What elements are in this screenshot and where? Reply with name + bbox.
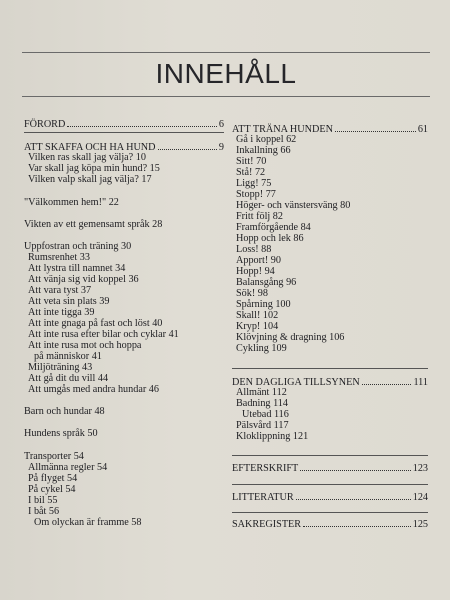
page-title: INNEHÅLL bbox=[155, 58, 297, 89]
toc-entry: Att inte rusa efter bilar och cyklar 41 bbox=[28, 329, 179, 340]
toc-heading-label: ATT TRÄNA HUNDEN bbox=[232, 124, 333, 135]
toc-heading-label: EFTERSKRIFT bbox=[232, 463, 299, 474]
toc-entry: Kryp! 104 bbox=[236, 321, 279, 332]
section-rule bbox=[232, 455, 428, 456]
toc-section-heading bbox=[232, 491, 428, 504]
toc-section-heading bbox=[232, 462, 428, 475]
toc-entry: Hopp! 94 bbox=[236, 266, 275, 277]
dot-leader bbox=[67, 118, 217, 127]
toc-entry: Utebad 116 bbox=[242, 409, 289, 420]
toc-heading-label: LITTERATUR bbox=[232, 492, 294, 503]
toc-entry: på människor 41 bbox=[34, 351, 102, 362]
title-block bbox=[22, 52, 430, 98]
dot-leader bbox=[303, 518, 411, 527]
dot-leader bbox=[362, 376, 412, 385]
dot-leader bbox=[296, 491, 411, 500]
toc-entry: Pälsvård 117 bbox=[236, 420, 289, 431]
toc-entry: Att umgås med andra hundar 46 bbox=[28, 384, 159, 395]
toc-entry: Vilken valp skall jag välja? 17 bbox=[28, 174, 152, 185]
toc-entry: I båt 56 bbox=[28, 506, 60, 517]
toc-entry: Att veta sin plats 39 bbox=[28, 296, 110, 307]
toc-entry: Stå! 72 bbox=[236, 167, 266, 178]
toc-entry: Att vänja sig vid koppel 36 bbox=[28, 274, 139, 285]
toc-entry: Hopp och lek 86 bbox=[236, 233, 304, 244]
toc-entry: Vilken ras skall jag välja? 10 bbox=[28, 152, 146, 163]
toc-entry: Spårning 100 bbox=[236, 299, 291, 310]
title-rule-bottom bbox=[22, 96, 430, 97]
toc-entry: Höger- och vänstersväng 80 bbox=[236, 200, 351, 211]
toc-page-number: 111 bbox=[413, 377, 428, 388]
toc-entry: Var skall jag köpa min hund? 15 bbox=[28, 163, 160, 174]
toc-heading-label: SAKREGISTER bbox=[232, 519, 302, 530]
toc-entry: Klövjning & dragning 106 bbox=[236, 332, 345, 343]
toc-entry: Framförgående 84 bbox=[236, 222, 311, 233]
toc-entry: Sök! 98 bbox=[236, 288, 268, 299]
toc-entry: Att inte tigga 39 bbox=[28, 307, 95, 318]
toc-entry: Balansgång 96 bbox=[236, 277, 297, 288]
toc-entry: Cykling 109 bbox=[236, 343, 287, 354]
toc-heading-label: ATT SKAFFA OCH HA HUND bbox=[24, 142, 156, 153]
toc-entry: Sitt! 70 bbox=[236, 156, 267, 167]
toc-page-number: 125 bbox=[412, 519, 428, 530]
toc-entry: På cykel 54 bbox=[28, 484, 76, 495]
toc-entry: På flyget 54 bbox=[28, 473, 78, 484]
toc-entry: Om olyckan är framme 58 bbox=[34, 517, 142, 528]
toc-entry: Apport! 90 bbox=[236, 255, 281, 266]
toc-entry: Stopp! 77 bbox=[236, 189, 276, 200]
toc-entry: Ligg! 75 bbox=[236, 178, 272, 189]
toc-entry: Rumsrenhet 33 bbox=[28, 252, 90, 263]
toc-entry: Kloklippning 121 bbox=[236, 431, 309, 442]
toc-entry: Inkallning 66 bbox=[236, 145, 291, 156]
toc-entry: I bil 55 bbox=[28, 495, 58, 506]
toc-entry: Att gå dit du vill 44 bbox=[28, 373, 109, 384]
section-rule bbox=[232, 484, 428, 485]
toc-entry: Transporter 54 bbox=[24, 451, 84, 462]
toc-entry: Att inte rusa mot och hoppa bbox=[28, 340, 142, 351]
section-rule bbox=[24, 132, 224, 133]
toc-entry: Vikten av ett gemensamt språk 28 bbox=[24, 219, 163, 230]
toc-entry: Hundens språk 50 bbox=[24, 428, 98, 439]
toc-entry: Skall! 102 bbox=[236, 310, 279, 321]
title-rule-top bbox=[22, 52, 430, 53]
toc-entry: Gå i koppel 62 bbox=[236, 134, 297, 145]
toc-entry: Barn och hundar 48 bbox=[24, 406, 105, 417]
toc-entry: Uppfostran och träning 30 bbox=[24, 241, 132, 252]
dot-leader bbox=[335, 123, 416, 132]
toc-page-number: 61 bbox=[417, 124, 428, 135]
toc-entry: Badning 114 bbox=[236, 398, 288, 409]
toc-entry: Att inte gnaga på fast och löst 40 bbox=[28, 318, 163, 329]
section-rule bbox=[232, 368, 428, 369]
toc-section-heading bbox=[232, 518, 428, 531]
section-rule bbox=[232, 512, 428, 513]
dot-leader bbox=[158, 141, 217, 150]
toc-entry: Att lystra till namnet 34 bbox=[28, 263, 126, 274]
dot-leader bbox=[300, 462, 410, 471]
toc-page-number: 9 bbox=[218, 142, 224, 153]
toc-page-number: 123 bbox=[412, 463, 428, 474]
toc-entry: Loss! 88 bbox=[236, 244, 272, 255]
toc-page-number: 6 bbox=[218, 119, 224, 130]
toc-entry: Allmänna regler 54 bbox=[28, 462, 108, 473]
toc-entry: Att vara tyst 37 bbox=[28, 285, 92, 296]
toc-section-heading bbox=[24, 118, 224, 131]
toc-heading-label: FÖRORD bbox=[24, 119, 66, 130]
toc-heading-label: DEN DAGLIGA TILLSYNEN bbox=[232, 377, 360, 388]
toc-entry: Fritt följ 82 bbox=[236, 211, 283, 222]
toc-page-number: 124 bbox=[412, 492, 428, 503]
toc-entry: Allmänt 112 bbox=[236, 387, 287, 398]
toc-entry: "Välkommen hem!" 22 bbox=[24, 197, 119, 208]
toc-entry: Miljöträning 43 bbox=[28, 362, 93, 373]
